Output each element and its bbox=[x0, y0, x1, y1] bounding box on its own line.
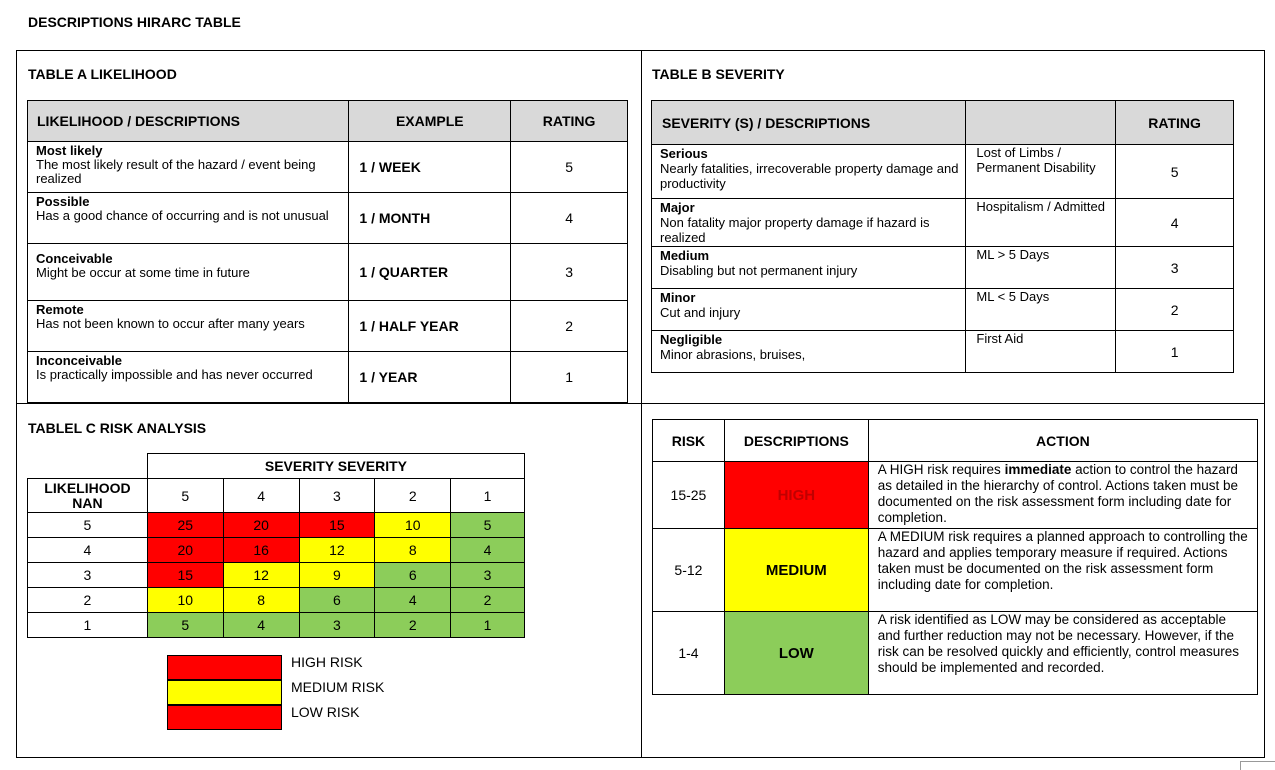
likelihood-example: 1 / HALF YEAR bbox=[349, 301, 511, 352]
severity-name: Negligible bbox=[660, 332, 723, 347]
legend-swatch-low bbox=[167, 705, 282, 730]
legend-swatch-medium bbox=[167, 680, 282, 705]
risk-action-text: A risk identified as LOW may be considered as acceptable and further reduction may not be necessary. However, if the risk can be resolved quickly and efficiently, control measures should be implemented and recorded. bbox=[868, 612, 1257, 695]
matrix-cell: 4 bbox=[451, 538, 525, 563]
severity-text: Cut and injury bbox=[660, 305, 741, 320]
likelihood-name: Conceivable bbox=[36, 251, 113, 266]
matrix-cell: 2 bbox=[451, 588, 525, 613]
table-row bbox=[652, 289, 1234, 331]
matrix-cell: 4 bbox=[223, 613, 299, 638]
severity-example: First Aid bbox=[966, 331, 1116, 373]
likelihood-description bbox=[28, 142, 349, 193]
matrix-cell: 20 bbox=[147, 538, 223, 563]
matrix-severity-header: SEVERITY SEVERITY bbox=[147, 454, 524, 479]
vertical-divider bbox=[641, 50, 642, 758]
severity-text: Minor abrasions, bruises, bbox=[660, 347, 806, 362]
matrix-cell: 4 bbox=[375, 588, 451, 613]
likelihood-description bbox=[28, 193, 349, 244]
likelihood-name: Remote bbox=[36, 302, 84, 317]
action-bold: immediate bbox=[1004, 462, 1072, 477]
risk-level-high: HIGH bbox=[724, 462, 868, 529]
severity-description bbox=[652, 247, 966, 289]
risk-action-table bbox=[652, 419, 1258, 695]
table-row bbox=[653, 462, 1258, 529]
page-corner-mark bbox=[1240, 761, 1275, 770]
likelihood-table bbox=[27, 100, 628, 403]
severity-example: ML > 5 Days bbox=[966, 247, 1116, 289]
matrix-body bbox=[28, 513, 525, 638]
risk-range: 1-4 bbox=[653, 612, 725, 695]
severity-description bbox=[652, 145, 966, 199]
risk-action-text: A MEDIUM risk requires a planned approach to controlling the hazard and applies temporary measure if required. Actions taken must be documented on the risk assessment form including date for completion. bbox=[868, 529, 1257, 612]
risk-range: 5-12 bbox=[653, 529, 725, 612]
severity-rating: 3 bbox=[1116, 247, 1234, 289]
table-row bbox=[653, 612, 1258, 695]
severity-text: Disabling but not permanent injury bbox=[660, 263, 858, 278]
header-likelihood-descriptions: LIKELIHOOD / DESCRIPTIONS bbox=[28, 101, 349, 142]
severity-example: Lost of Limbs / Permanent Disability bbox=[966, 145, 1116, 199]
table-row bbox=[652, 199, 1234, 247]
severity-table bbox=[651, 100, 1234, 373]
table-row bbox=[28, 193, 628, 244]
matrix-cell: 1 bbox=[451, 613, 525, 638]
header-action: ACTION bbox=[868, 420, 1257, 462]
matrix-likelihood-value: 2 bbox=[28, 588, 148, 613]
matrix-cell: 20 bbox=[223, 513, 299, 538]
likelihood-description bbox=[28, 244, 349, 301]
severity-example: ML < 5 Days bbox=[966, 289, 1116, 331]
horizontal-divider bbox=[16, 403, 1265, 404]
likelihood-text: Has not been known to occur after many years bbox=[36, 316, 305, 331]
matrix-cell: 5 bbox=[451, 513, 525, 538]
matrix-cell: 9 bbox=[299, 563, 375, 588]
table-row bbox=[28, 301, 628, 352]
matrix-cell: 8 bbox=[375, 538, 451, 563]
severity-text: Non fatality major property damage if hazard is realized bbox=[660, 215, 930, 245]
severity-name: Medium bbox=[660, 248, 710, 263]
matrix-row bbox=[28, 613, 525, 638]
matrix-cell: 10 bbox=[147, 588, 223, 613]
matrix-cell: 6 bbox=[375, 563, 451, 588]
header-rating: RATING bbox=[511, 101, 628, 142]
likelihood-name: Most likely bbox=[36, 143, 103, 158]
matrix-severity-col: 4 bbox=[223, 479, 299, 513]
matrix-likelihood-header: LIKELIHOOD NAN bbox=[28, 479, 148, 513]
matrix-cell: 16 bbox=[223, 538, 299, 563]
likelihood-rating: 1 bbox=[511, 352, 628, 403]
matrix-cell: 15 bbox=[147, 563, 223, 588]
matrix-likelihood-value: 1 bbox=[28, 613, 148, 638]
matrix-cell: 2 bbox=[375, 613, 451, 638]
severity-rating: 5 bbox=[1116, 145, 1234, 199]
likelihood-text: The most likely result of the hazard / event being realized bbox=[36, 157, 316, 186]
action-pre: A HIGH risk requires bbox=[877, 462, 1005, 477]
matrix-cell: 5 bbox=[147, 613, 223, 638]
risk-action-text bbox=[868, 462, 1257, 529]
matrix-corner bbox=[28, 454, 148, 479]
matrix-likelihood-value: 5 bbox=[28, 513, 148, 538]
legend-swatch-high bbox=[167, 655, 282, 680]
likelihood-description bbox=[28, 352, 349, 403]
page-title: DESCRIPTIONS HIRARC TABLE bbox=[28, 14, 241, 30]
matrix-likelihood-value: 4 bbox=[28, 538, 148, 563]
risk-matrix-table bbox=[27, 453, 525, 638]
matrix-severity-col: 3 bbox=[299, 479, 375, 513]
matrix-cell: 25 bbox=[147, 513, 223, 538]
table-c-title: TABLEL C RISK ANALYSIS bbox=[28, 420, 207, 436]
likelihood-text: Has a good chance of occurring and is not unusual bbox=[36, 208, 329, 223]
likelihood-description bbox=[28, 301, 349, 352]
matrix-cell: 12 bbox=[299, 538, 375, 563]
table-row bbox=[28, 142, 628, 193]
likelihood-name: Inconceivable bbox=[36, 353, 122, 368]
table-row bbox=[652, 145, 1234, 199]
matrix-severity-col: 1 bbox=[451, 479, 525, 513]
risk-level-medium: MEDIUM bbox=[724, 529, 868, 612]
severity-rating: 1 bbox=[1116, 331, 1234, 373]
likelihood-rating: 5 bbox=[511, 142, 628, 193]
matrix-row bbox=[28, 513, 525, 538]
severity-name: Minor bbox=[660, 290, 696, 305]
matrix-cell: 15 bbox=[299, 513, 375, 538]
header-severity-rating: RATING bbox=[1116, 101, 1234, 145]
matrix-cell: 3 bbox=[299, 613, 375, 638]
severity-name: Major bbox=[660, 200, 695, 215]
header-severity-descriptions: SEVERITY (S) / DESCRIPTIONS bbox=[652, 101, 966, 145]
severity-name: Serious bbox=[660, 146, 708, 161]
severity-description bbox=[652, 331, 966, 373]
matrix-severity-col: 5 bbox=[147, 479, 223, 513]
matrix-row bbox=[28, 588, 525, 613]
matrix-cell: 6 bbox=[299, 588, 375, 613]
legend-label-high: HIGH RISK bbox=[291, 654, 363, 670]
matrix-cell: 12 bbox=[223, 563, 299, 588]
severity-rating: 4 bbox=[1116, 199, 1234, 247]
severity-rating: 2 bbox=[1116, 289, 1234, 331]
severity-description bbox=[652, 199, 966, 247]
table-row bbox=[28, 244, 628, 301]
table-b-title: TABLE B SEVERITY bbox=[652, 66, 785, 82]
table-row bbox=[653, 529, 1258, 612]
matrix-severity-col: 2 bbox=[375, 479, 451, 513]
header-risk: RISK bbox=[653, 420, 725, 462]
matrix-row bbox=[28, 538, 525, 563]
matrix-row bbox=[28, 563, 525, 588]
legend-label-medium: MEDIUM RISK bbox=[291, 679, 385, 695]
likelihood-text: Might be occur at some time in future bbox=[36, 265, 250, 280]
risk-level-low: LOW bbox=[724, 612, 868, 695]
matrix-cell: 8 bbox=[223, 588, 299, 613]
matrix-cell: 3 bbox=[451, 563, 525, 588]
header-example: EXAMPLE bbox=[349, 101, 511, 142]
header-severity-example bbox=[966, 101, 1116, 145]
severity-description bbox=[652, 289, 966, 331]
table-a-title: TABLE A LIKELIHOOD bbox=[28, 66, 177, 82]
table-row bbox=[28, 352, 628, 403]
likelihood-name: Possible bbox=[36, 194, 90, 209]
severity-example: Hospitalism / Admitted bbox=[966, 199, 1116, 247]
table-row bbox=[652, 247, 1234, 289]
likelihood-example: 1 / QUARTER bbox=[349, 244, 511, 301]
likelihood-example: 1 / MONTH bbox=[349, 193, 511, 244]
header-descriptions: DESCRIPTIONS bbox=[724, 420, 868, 462]
action-post: action to control the hazard as detailed in the hierarchy of control. Actions taken must be documented on the risk assessment form including date for completion. bbox=[877, 462, 1238, 525]
severity-text: Nearly fatalities, irrecoverable property damage and productivity bbox=[660, 161, 959, 191]
likelihood-rating: 3 bbox=[511, 244, 628, 301]
likelihood-example: 1 / WEEK bbox=[349, 142, 511, 193]
table-row bbox=[652, 331, 1234, 373]
likelihood-text: Is practically impossible and has never occurred bbox=[36, 367, 313, 382]
likelihood-rating: 2 bbox=[511, 301, 628, 352]
legend-label-low: LOW RISK bbox=[291, 704, 360, 720]
likelihood-rating: 4 bbox=[511, 193, 628, 244]
matrix-cell: 10 bbox=[375, 513, 451, 538]
likelihood-example: 1 / YEAR bbox=[349, 352, 511, 403]
risk-range: 15-25 bbox=[653, 462, 725, 529]
matrix-likelihood-value: 3 bbox=[28, 563, 148, 588]
